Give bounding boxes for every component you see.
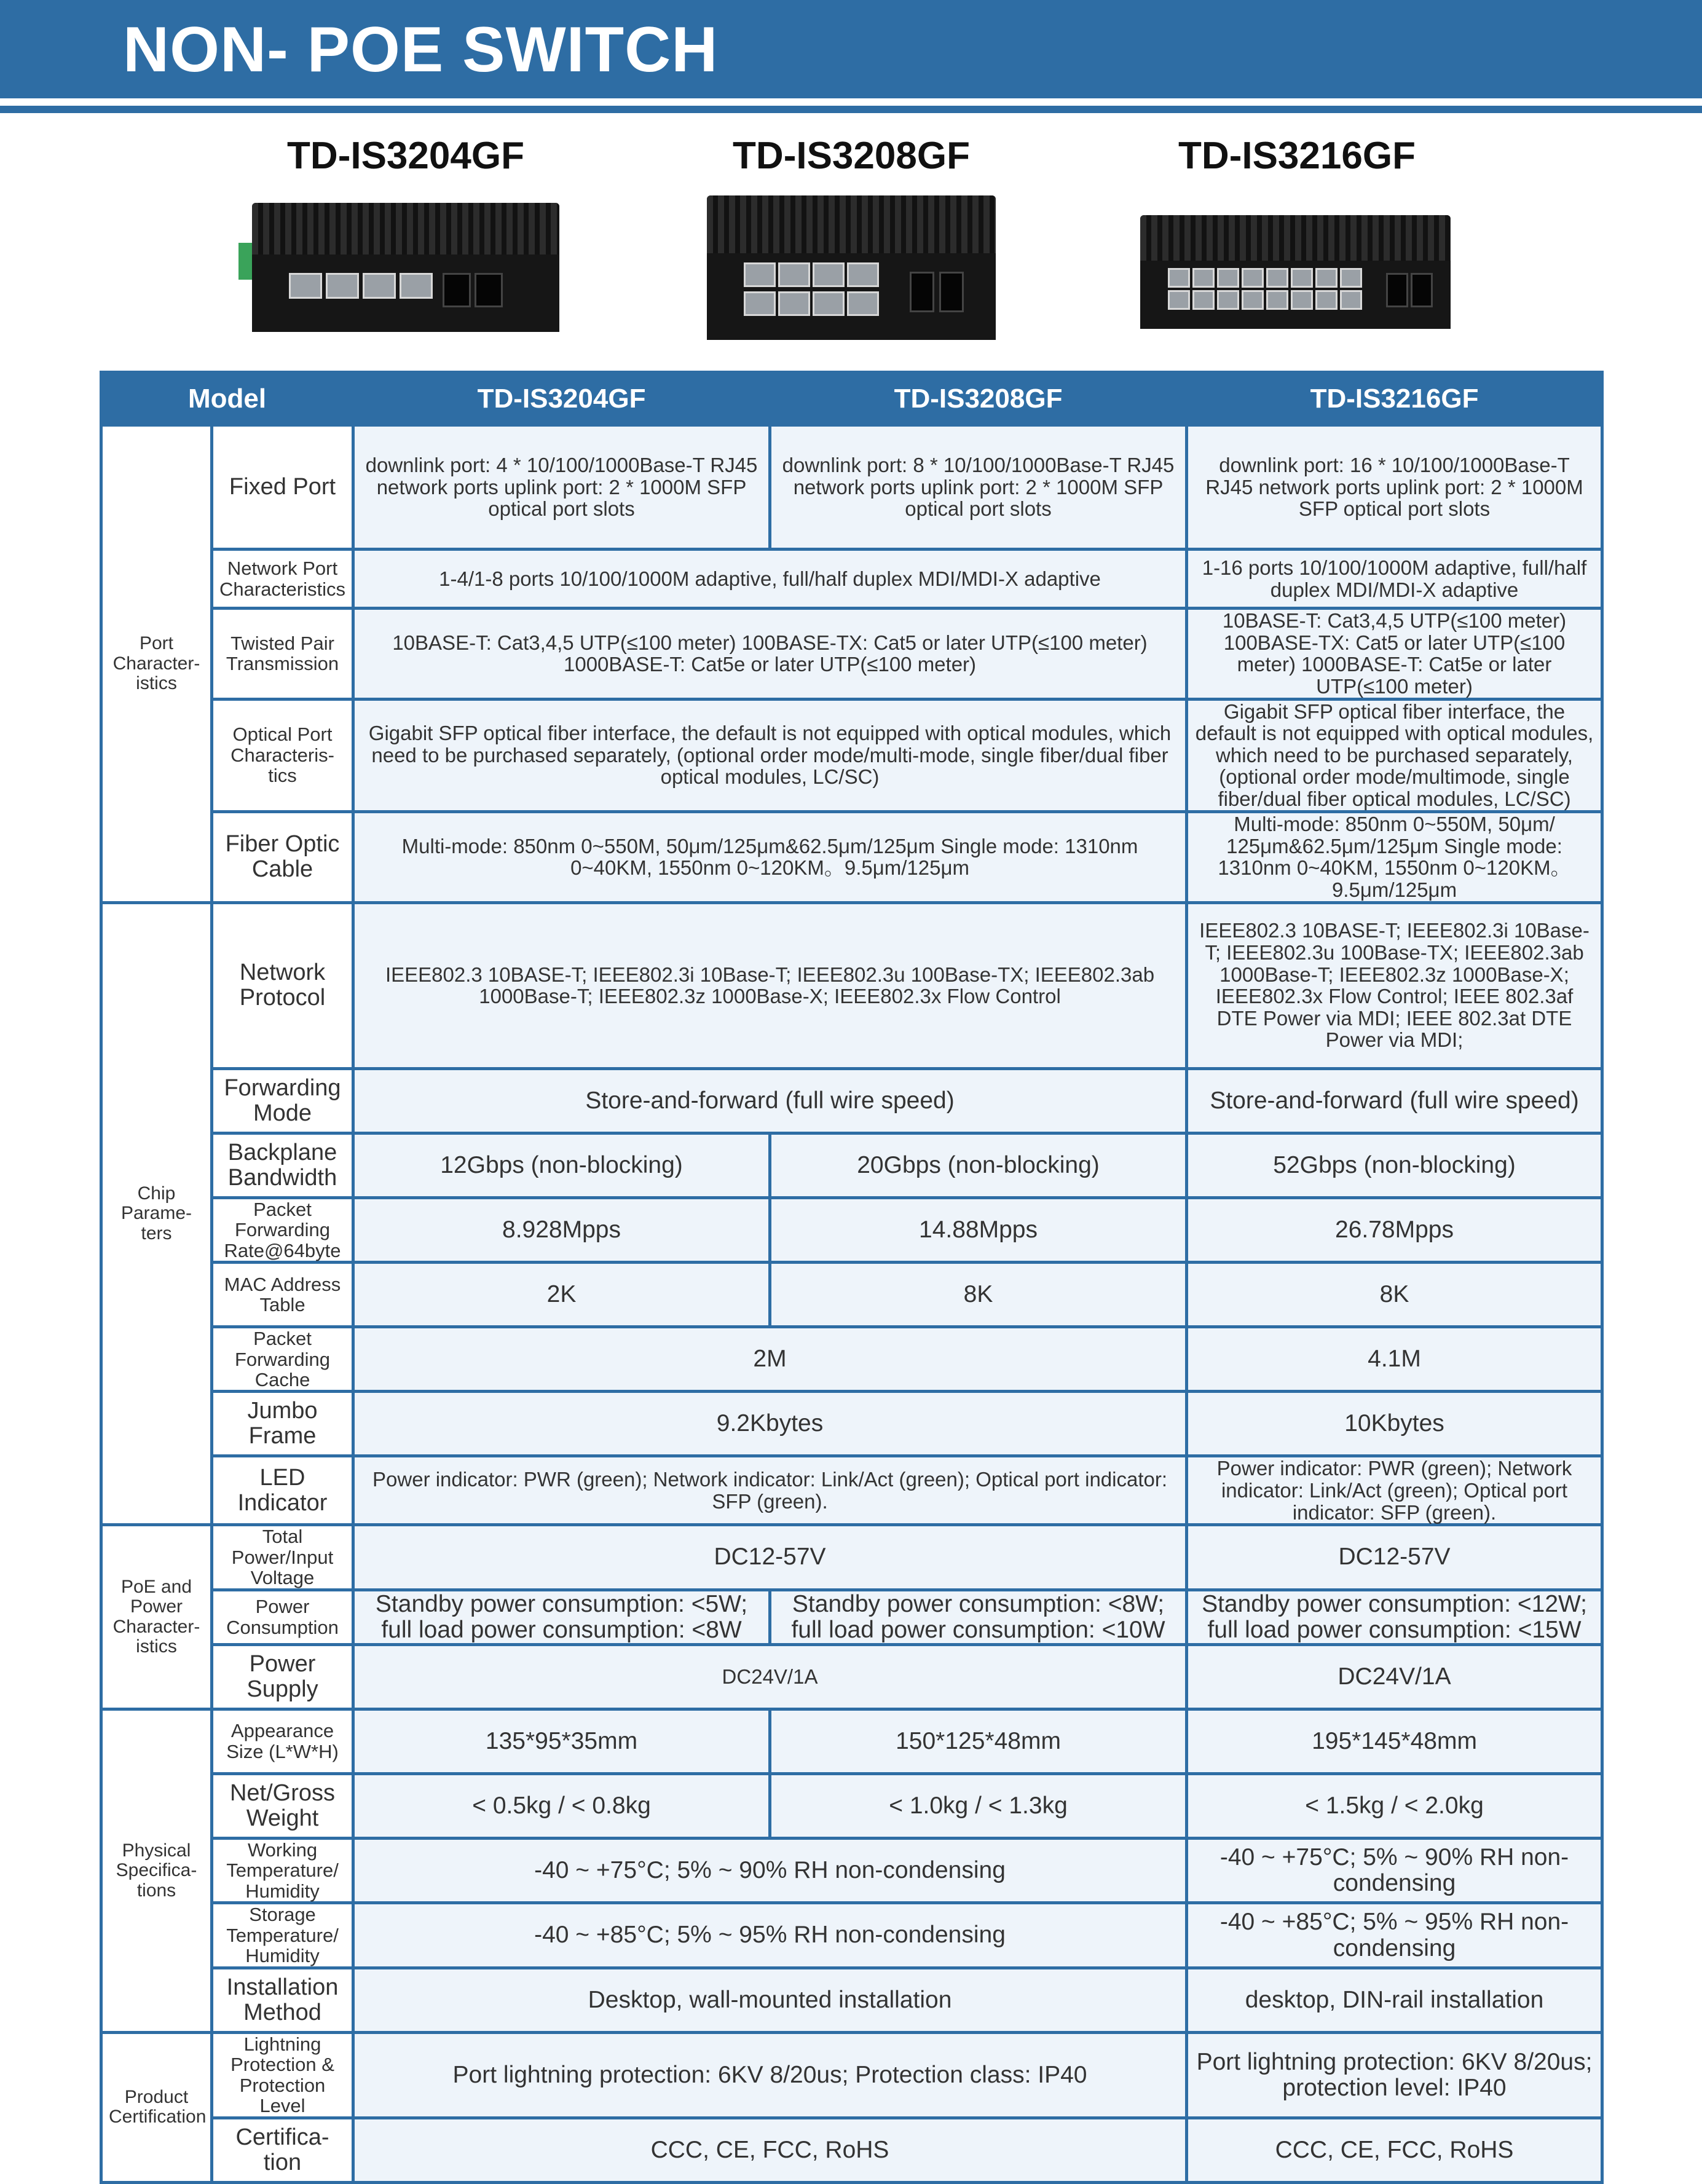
cell: Multi-mode: 850nm 0~550M, 50μm/ 125μm&62.5μm/125μm Single mode: 1310nm 0~40KM, 1550nm 0~120KM。9.5μm/125μm [1187,811,1602,902]
row-label-jumbo: Jumbo Frame [212,1392,353,1456]
product-name-1: TD-IS3204GF [287,135,524,177]
group-cert: Product Certification [101,2032,212,2182]
cell: Standby power consumption: <12W; full load power consumption: <15W [1187,1590,1602,1644]
cell: 2M [353,1327,1187,1392]
row-label-pkt-rate: Packet Forwarding Rate@64byte [212,1197,353,1262]
cell: DC12-57V [1187,1525,1602,1590]
cell: Port lightning protection: 6KV 8/20us; protection level: IP40 [1187,2032,1602,2118]
row-label-consumption: Power Consumption [212,1590,353,1644]
cell: DC24V/1A [1187,1644,1602,1709]
table-row [101,1456,1602,1525]
row-label-fiber-cable: Fiber Optic Cable [212,811,353,902]
cell: 10BASE-T: Cat3,4,5 UTP(≤100 meter) 100BASE-TX: Cat5 or later UTP(≤100 meter) 1000BASE-T: Cat5e or later UTP(≤100 meter) [1187,609,1602,700]
table-row [101,902,1602,1068]
cell: IEEE802.3 10BASE-T; IEEE802.3i 10Base-T; IEEE802.3u 100Base-TX; IEEE802.3ab 1000Base-T; IEEE802.3z 1000Base-X; IEEE802.3x Flow Control; IEEE 802.3af DTE Power via MDI; IEEE 802.3at DTE Power via MDI; [1187,902,1602,1068]
cell: 10BASE-T: Cat3,4,5 UTP(≤100 meter) 100BASE-TX: Cat5 or later UTP(≤100 meter) 1000BASE-T: Cat5e or later UTP(≤100 meter) [353,609,1187,700]
cell: -40 ~ +75°C; 5% ~ 90% RH non-condensing [353,1838,1187,1902]
cell: downlink port: 4 * 10/100/1000Base-T RJ45 network ports uplink port: 2 * 1000M SFP optical port slots [353,425,770,550]
group-chip: Chip Parame- ters [101,902,212,1525]
model-header-2: TD-IS3208GF [770,373,1187,425]
model-header: Model [101,373,353,425]
table-row [101,550,1602,609]
row-label-forwarding: Forwarding Mode [212,1068,353,1133]
table-row [101,2032,1602,2118]
table-row [101,2118,1602,2182]
cell: < 1.5kg / < 2.0kg [1187,1773,1602,1838]
cell: downlink port: 16 * 10/100/1000Base-T RJ45 network ports uplink port: 2 * 1000M SFP optical port slots [1187,425,1602,550]
row-label-cache: Packet Forwarding Cache [212,1327,353,1392]
cell: -40 ~ +85°C; 5% ~ 95% RH non-condensing [1187,1903,1602,1968]
row-label-supply: Power Supply [212,1644,353,1709]
spec-table [100,371,1604,2184]
cell: 135*95*35mm [353,1709,770,1773]
cell: CCC, CE, FCC, RoHS [1187,2118,1602,2182]
cell: 4.1M [1187,1327,1602,1392]
row-label-twisted-pair: Twisted Pair Transmission [212,609,353,700]
cell: 8K [1187,1263,1602,1327]
table-row [101,1773,1602,1838]
table-row [101,1327,1602,1392]
table-row [101,1133,1602,1197]
row-label-mac: MAC Address Table [212,1263,353,1327]
cell: Power indicator: PWR (green); Network indicator: Link/Act (green); Optical port indicator: SFP (green). [1187,1456,1602,1525]
product-name-3: TD-IS3216GF [1178,135,1416,177]
model-header-3: TD-IS3216GF [1187,373,1602,425]
table-row [101,1068,1602,1133]
cell: Store-and-forward (full wire speed) [1187,1068,1602,1133]
table-row [101,1263,1602,1327]
cell: DC12-57V [353,1525,1187,1590]
cell: downlink port: 8 * 10/100/1000Base-T RJ45 network ports uplink port: 2 * 1000M SFP optical port slots [770,425,1187,550]
row-label-led: LED Indicator [212,1456,353,1525]
cell: 26.78Mpps [1187,1197,1602,1262]
table-row [101,425,1602,550]
cell: 9.2Kbytes [353,1392,1187,1456]
cell: Store-and-forward (full wire speed) [353,1068,1187,1133]
table-row [101,699,1602,811]
row-label-lightning: Lightning Protection & Protection Level [212,2032,353,2118]
table-row [101,811,1602,902]
row-label-work-temp: Working Temperature/ Humidity [212,1838,353,1902]
table-row [101,1903,1602,1968]
header-banner [0,0,1702,98]
cell: 10Kbytes [1187,1392,1602,1456]
table-row [101,1392,1602,1456]
header-divider [0,106,1702,113]
row-label-fixed-port: Fixed Port [212,425,353,550]
cell: 14.88Mpps [770,1197,1187,1262]
cell: DC24V/1A [353,1644,1187,1709]
page-title: NON- POE SWITCH [123,14,719,85]
row-label-backplane: Backplane Bandwidth [212,1133,353,1197]
group-port: Port Character- istics [101,425,212,903]
table-row [101,609,1602,700]
group-poe: PoE and Power Character- istics [101,1525,212,1709]
cell: 150*125*48mm [770,1709,1187,1773]
cell: CCC, CE, FCC, RoHS [353,2118,1187,2182]
cell: Gigabit SFP optical fiber interface, the default is not equipped with optical modules, which need to be purchased separately, (optional order mode/multi-mode, single fiber/dual fiber optical modules, LC/SC) [353,699,1187,811]
row-label-store-temp: Storage Temperature/ Humidity [212,1903,353,1968]
table-row [101,1590,1602,1644]
row-label-weight: Net/Gross Weight [212,1773,353,1838]
row-label-voltage: Total Power/Input Voltage [212,1525,353,1590]
product-image-3 [1140,215,1451,329]
row-label-certification: Certifica- tion [212,2118,353,2182]
cell: Standby power consumption: <5W; full load power consumption: <8W [353,1590,770,1644]
product-image-2 [707,195,996,340]
row-label-install: Installation Method [212,1968,353,2032]
cell: IEEE802.3 10BASE-T; IEEE802.3i 10Base-T; IEEE802.3u 100Base-TX; IEEE802.3ab 1000Base-T; IEEE802.3z 1000Base-X; IEEE802.3x Flow Control [353,902,1187,1068]
product-name-2: TD-IS3208GF [733,135,970,177]
cell: Power indicator: PWR (green); Network indicator: Link/Act (green); Optical port indicator: SFP (green). [353,1456,1187,1525]
cell: 52Gbps (non-blocking) [1187,1133,1602,1197]
product-image-1 [252,203,559,332]
table-row [101,1197,1602,1262]
cell: 8.928Mpps [353,1197,770,1262]
cell: < 1.0kg / < 1.3kg [770,1773,1187,1838]
cell: desktop, DIN-rail installation [1187,1968,1602,2032]
group-physical: Physical Specifica- tions [101,1709,212,2032]
cell: Standby power consumption: <8W; full load power consumption: <10W [770,1590,1187,1644]
cell: 1-16 ports 10/100/1000M adaptive, full/half duplex MDI/MDI-X adaptive [1187,550,1602,609]
row-label-protocol: Network Protocol [212,902,353,1068]
cell: Desktop, wall-mounted installation [353,1968,1187,2032]
row-label-network-port: Network Port Characteristics [212,550,353,609]
cell: < 0.5kg / < 0.8kg [353,1773,770,1838]
cell: 8K [770,1263,1187,1327]
table-row [101,1709,1602,1773]
table-row [101,1968,1602,2032]
cell: -40 ~ +75°C; 5% ~ 90% RH non-condensing [1187,1838,1602,1902]
cell: Port lightning protection: 6KV 8/20us; Protection class: IP40 [353,2032,1187,2118]
cell: -40 ~ +85°C; 5% ~ 95% RH non-condensing [353,1903,1187,1968]
table-row [101,1525,1602,1590]
cell: 1-4/1-8 ports 10/100/1000M adaptive, full/half duplex MDI/MDI-X adaptive [353,550,1187,609]
table-row [101,1838,1602,1902]
row-label-size: Appearance Size (L*W*H) [212,1709,353,1773]
cell: 20Gbps (non-blocking) [770,1133,1187,1197]
table-header-row [101,373,1602,425]
cell: 2K [353,1263,770,1327]
table-row [101,1644,1602,1709]
cell: Gigabit SFP optical fiber interface, the default is not equipped with optical modules, which need to be purchased separately, (optional order mode/multimode, single fiber/dual fiber optical modules, LC/SC) [1187,699,1602,811]
cell: 12Gbps (non-blocking) [353,1133,770,1197]
row-label-optical-port: Optical Port Characteris- tics [212,699,353,811]
cell: Multi-mode: 850nm 0~550M, 50μm/125μm&62.5μm/125μm Single mode: 1310nm 0~40KM, 1550nm 0~120KM。9.5μm/125μm [353,811,1187,902]
model-header-1: TD-IS3204GF [353,373,770,425]
cell: 195*145*48mm [1187,1709,1602,1773]
